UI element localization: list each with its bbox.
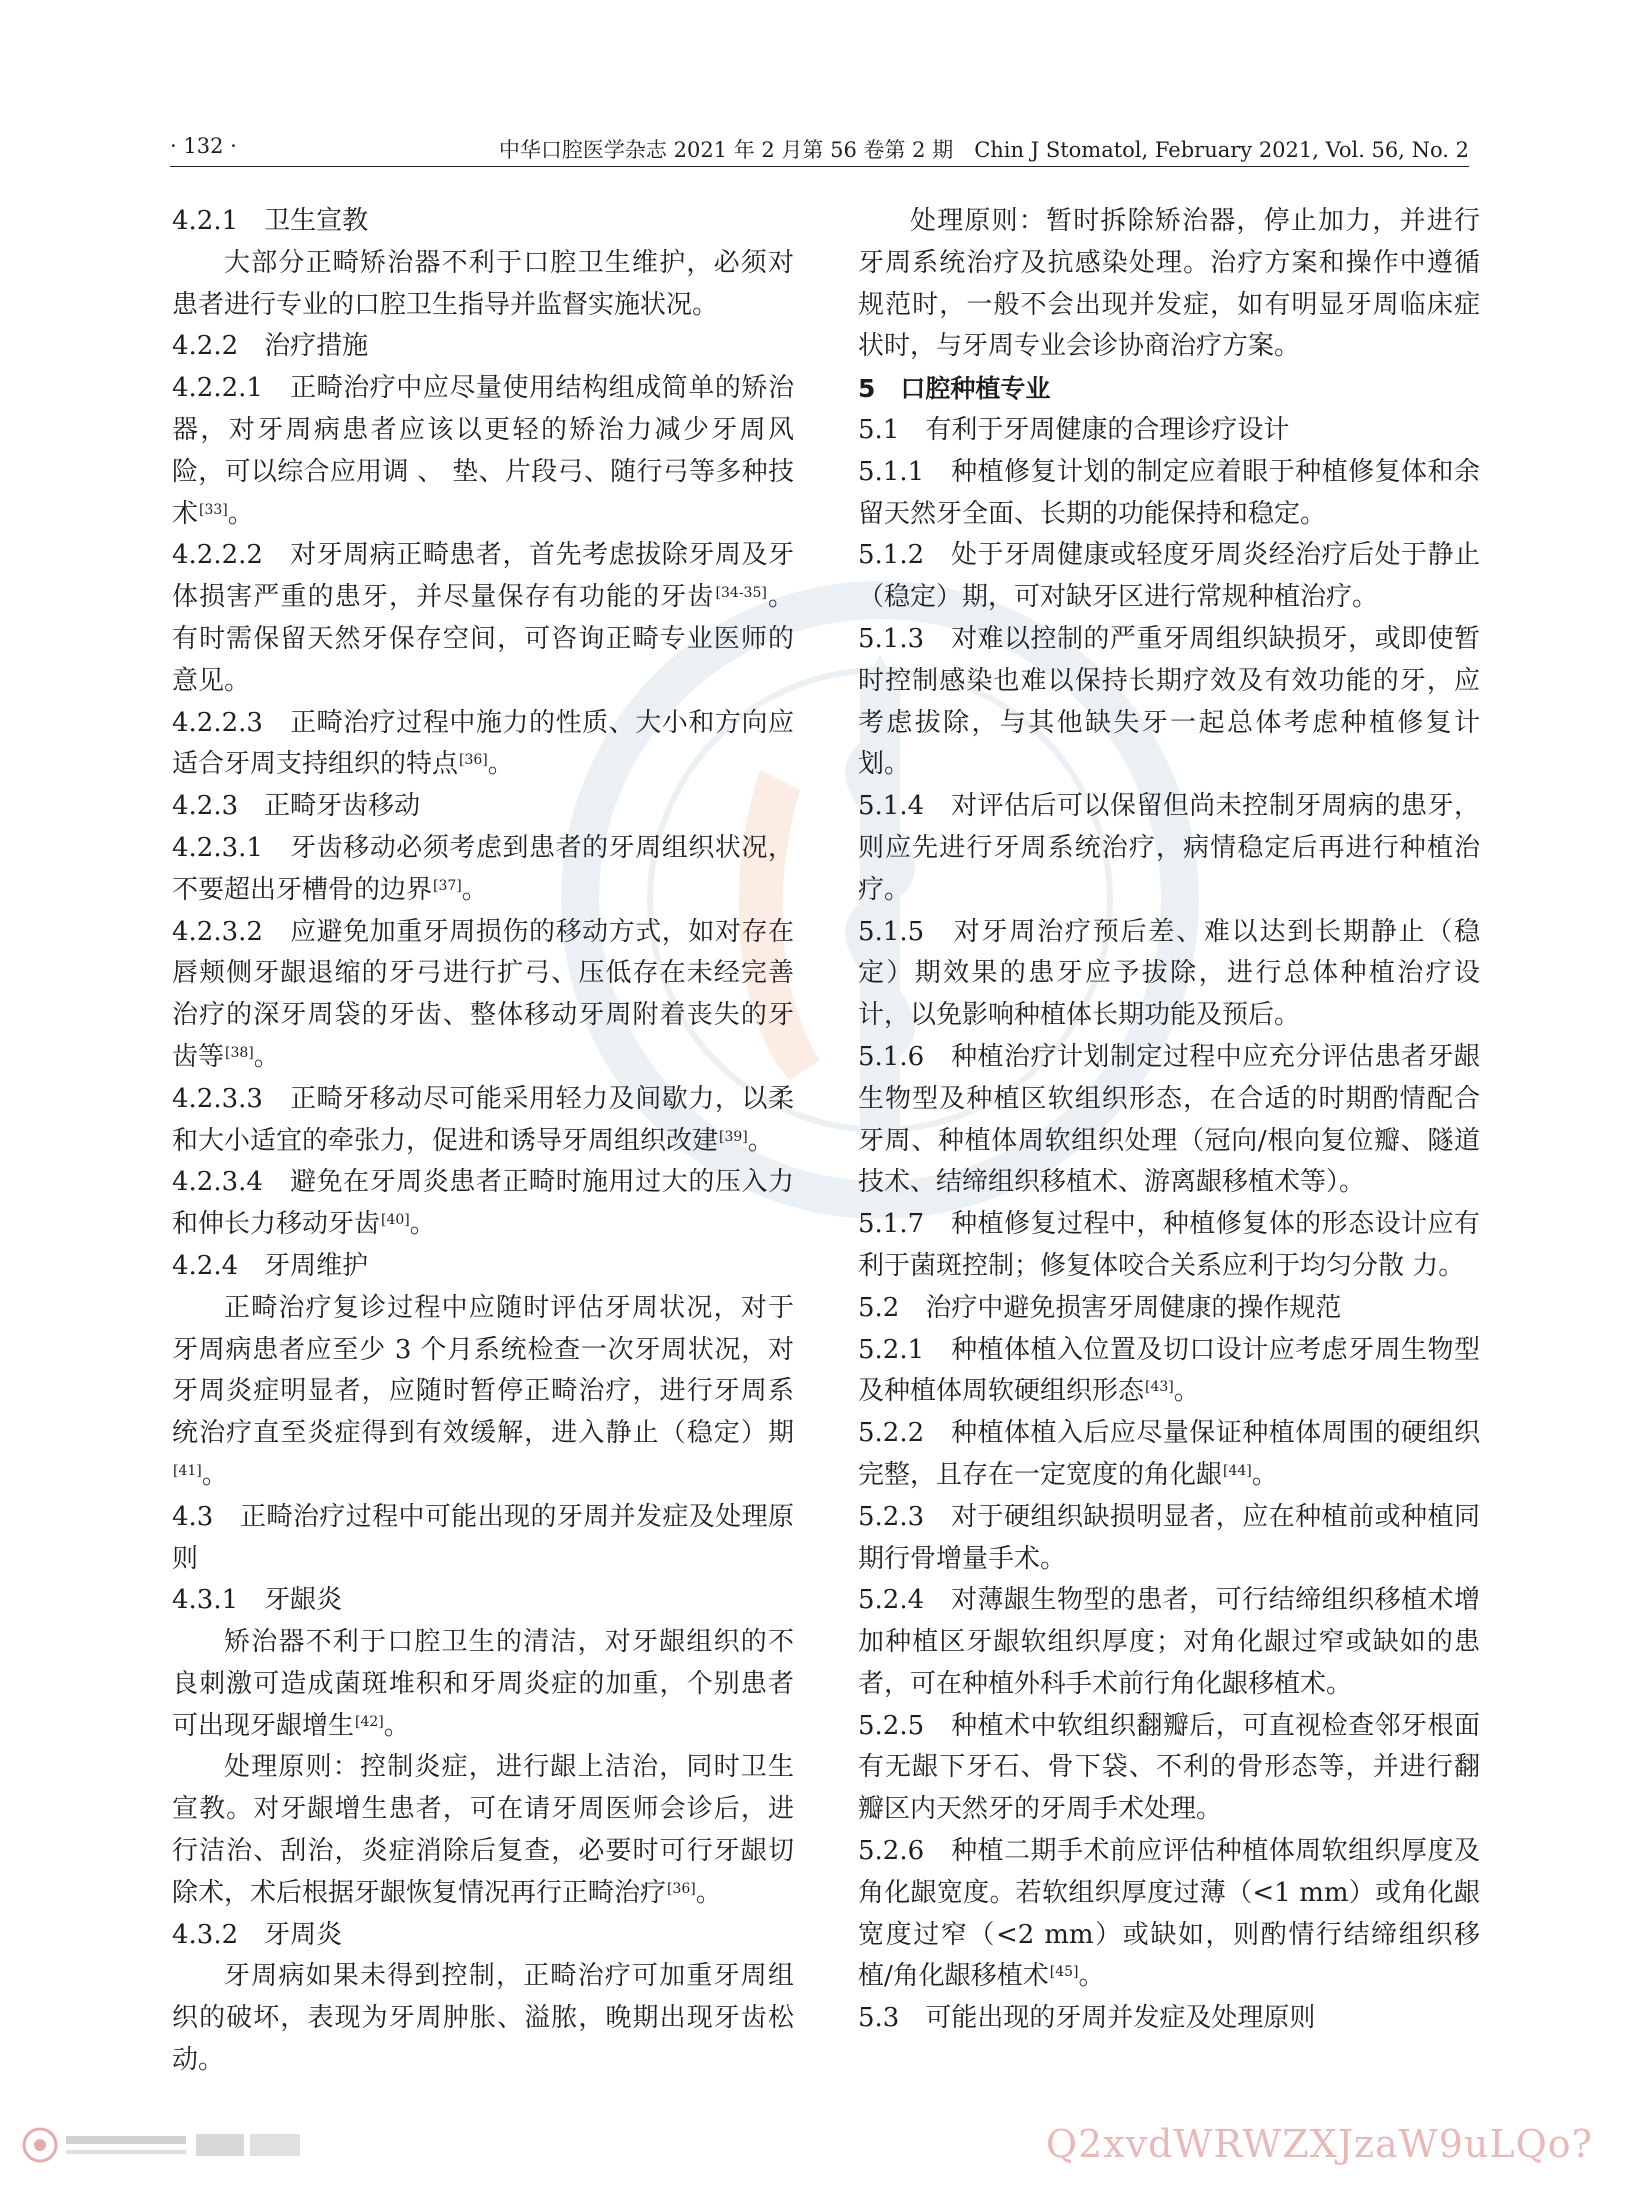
paragraph-text: 4.2.4 牙周维护	[172, 1250, 369, 1281]
paragraph-text: 5.2.5 种植术中软组织翻瓣后，可直视检查邻牙根面有无龈下牙石、骨下袋、不利的骨形态等，并进行翻瓣区内天然牙的牙周手术处理。	[858, 1710, 1480, 1825]
paragraph-tail: 。	[695, 1877, 722, 1908]
left_column-paragraph-13	[172, 1288, 794, 1497]
citation-ref: [44]	[1223, 1462, 1252, 1479]
paragraph-text: 处理原则：控制炎症，进行龈上洁治，同时卫生宣教。对牙龈增生患者，可在请牙周医师会诊后，进行洁治、刮治，炎症消除后复查，必要时可行牙龈切除术，术后根据牙龈恢复情况再行正畸治疗	[172, 1752, 794, 1908]
left_column-paragraph-5	[172, 535, 794, 702]
paragraph-text: 4.2.1 卫生宣教	[172, 206, 369, 236]
paragraph-text: 5.1.7 种植修复过程中，种植修复体的形态设计应有利于菌斑控制；修复体咬合关系应利于均匀分散 力。	[858, 1209, 1480, 1281]
citation-ref: [43]	[1145, 1379, 1174, 1396]
watermark-code: Q2xvdWRWZXJzaW9uLQo?	[1045, 2122, 1593, 2166]
paragraph-tail: 。	[201, 1459, 228, 1490]
right_column-paragraph-17	[858, 1831, 1480, 1998]
right_column-paragraph-6	[858, 619, 1480, 786]
right_column-paragraph-7	[858, 786, 1480, 911]
paragraph-tail: 。	[487, 749, 514, 780]
left_column-paragraph-8	[172, 828, 794, 912]
paragraph-text: 4.2.3 正畸牙齿移动	[172, 791, 421, 822]
page-number: · 132 ·	[170, 134, 237, 158]
paragraph-text: 5.1.1 种植修复计划的制定应着眼于种植修复体和余留天然牙全面、长期的功能保持和稳定。	[858, 456, 1480, 529]
left_column-paragraph-6	[172, 703, 794, 787]
left_column-paragraph-18	[172, 1915, 794, 1957]
paragraph-text: 4.2.2 治疗措施	[172, 331, 369, 362]
paragraph-text: 4.2.3.3 正畸牙移动尽可能采用轻力及间歇力，以柔和大小适宜的牵张力，促进和诱导牙周组织改建	[172, 1083, 794, 1156]
left_column-paragraph-12	[172, 1246, 794, 1288]
left_column-paragraph-15	[172, 1580, 794, 1622]
paragraph-text: 5.2.6 种植二期手术前应评估种植体周软组织厚度及角化龈宽度。若软组织厚度过薄（<1 mm）或角化龈宽度过窄（<2 mm）或缺如，则酌情行结缔组织移植/角化龈移植术	[858, 1836, 1480, 1992]
left_column-paragraph-7	[172, 786, 794, 828]
right_column-paragraph-13	[858, 1413, 1480, 1497]
paragraph-tail: 。	[253, 1041, 280, 1072]
right-column	[858, 201, 1480, 2040]
paragraph-text: 5 口腔种植专业	[858, 374, 1051, 404]
right_column-paragraph-12	[858, 1330, 1480, 1414]
paragraph-text: 4.2.3.2 应避免加重牙周损伤的移动方式，如对存在唇颊侧牙龈退缩的牙弓进行扩弓、压低存在未经完善治疗的深牙周袋的牙齿、整体移动牙周附着丧失的牙齿等	[172, 916, 794, 1072]
right_column-paragraph-2	[858, 368, 1480, 410]
paragraph-text: 5.1.3 对难以控制的严重牙周组织缺损牙，或即使暂时控制感染也难以保持长期疗效及有效功能的牙，应考虑拔除，与其他缺失牙一起总体考虑种植修复计划。	[858, 623, 1480, 780]
paragraph-text: 4.3 正畸治疗过程中可能出现的牙周并发症及处理原则	[172, 1501, 794, 1574]
paragraph-text: 5.2.1 种植体植入位置及切口设计应考虑牙周生物型及种植体周软硬组织形态	[858, 1334, 1480, 1407]
paragraph-tail: 。	[1078, 1961, 1105, 1992]
citation-ref: [36]	[459, 752, 488, 769]
right_column-paragraph-9	[858, 1037, 1480, 1204]
paragraph-text: 4.3.1 牙龈炎	[172, 1585, 343, 1616]
paragraph-text: 正畸治疗复诊过程中应随时评估牙周状况，对于牙周病患者应至少 3 个月系统检查一次牙周状况，对牙周炎症明显者，应随时暂停正畸治疗，进行牙周系统治疗直至炎症得到有效缓解，进入静止（稳定）期	[172, 1292, 794, 1449]
publisher-logo	[14, 2120, 314, 2170]
left_column-paragraph-4	[172, 368, 794, 535]
paragraph-text: 牙周病如果未得到控制，正畸治疗可加重牙周组织的破坏，表现为牙周肿胀、溢脓，晚期出现牙齿松动。	[172, 1961, 794, 2076]
paragraph-tail: 。	[227, 498, 254, 529]
paragraph-text: 4.3.2 牙周炎	[172, 1919, 343, 1950]
citation-ref: [37]	[433, 877, 462, 894]
right_column-paragraph-18	[858, 1998, 1480, 2040]
paragraph-tail: 。	[1251, 1459, 1278, 1490]
right_column-paragraph-16	[858, 1706, 1480, 1831]
right_column-paragraph-14	[858, 1497, 1480, 1581]
citation-ref: [42]	[355, 1713, 384, 1730]
right_column-paragraph-3	[858, 410, 1480, 452]
left_column-paragraph-14	[172, 1497, 794, 1581]
paragraph-text: 4.2.3.4 避免在牙周炎患者正畸时施用过大的压入力和伸长力移动牙齿	[172, 1167, 794, 1240]
paragraph-text: 4.2.2.1 正畸治疗中应尽量使用结构组成简单的矫治器，对牙周病患者应该以更轻的矫治力减少牙周风险，可以综合应用调 、 垫、片段弓、随行弓等多种技术	[172, 373, 794, 529]
right_column-paragraph-10	[858, 1204, 1480, 1288]
right_column-paragraph-1	[858, 201, 1480, 368]
left_column-paragraph-19	[172, 1956, 794, 2081]
right_column-paragraph-8	[858, 912, 1480, 1037]
right_column-paragraph-15	[858, 1580, 1480, 1705]
paragraph-text: 大部分正畸矫治器不利于口腔卫生维护，必须对患者进行专业的口腔卫生指导并监督实施状况。	[172, 247, 794, 320]
left_column-paragraph-16	[172, 1622, 794, 1747]
paragraph-text: 4.2.2.2 对牙周病正畸患者，首先考虑拔除牙周及牙体损害严重的患牙，并尽量保存有功能的牙齿	[172, 540, 794, 613]
left_column-paragraph-11	[172, 1162, 794, 1246]
left_column-paragraph-3	[172, 326, 794, 368]
paragraph-text: 5.1.5 对牙周治疗预后差、难以达到长期静止（稳定）期效果的患牙应予拔除，进行总体种植治疗设计，以免影响种植体长期功能及预后。	[858, 916, 1480, 1031]
paragraph-text: 5.1.4 对评估后可以保留但尚未控制牙周病的患牙，则应先进行牙周系统治疗，病情稳定后再进行种植治疗。	[858, 791, 1480, 905]
citation-ref: [45]	[1049, 1964, 1079, 1981]
citation-ref: [39]	[719, 1128, 748, 1145]
paragraph-text: 5.2.4 对薄龈生物型的患者，可行结缔组织移植术增加种植区牙龈软组织厚度；对角化龈过窄或缺如的患者，可在种植外科手术前行角化龈移植术。	[858, 1585, 1480, 1699]
left_column-paragraph-9	[172, 912, 794, 1079]
paragraph-text: 4.2.2.3 正畸治疗过程中施力的性质、大小和方向应适合牙周支持组织的特点	[172, 707, 794, 780]
paragraph-text: 5.1.2 处于牙周健康或轻度牙周炎经治疗后处于静止（稳定）期，可对缺牙区进行常规种植治疗。	[858, 540, 1480, 613]
paragraph-text: 5.3 可能出现的牙周并发症及处理原则	[858, 2003, 1316, 2034]
citation-ref: [36]	[667, 1880, 696, 1897]
paragraph-text: 5.2 治疗中避免损害牙周健康的操作规范	[858, 1292, 1342, 1323]
left_column-paragraph-10	[172, 1079, 794, 1163]
citation-ref: [38]	[225, 1044, 254, 1061]
citation-ref: [34-35]	[715, 585, 767, 602]
paragraph-text: 5.2.3 对于硬组织缺损明显者，应在种植前或种植同期行骨增量手术。	[858, 1501, 1480, 1574]
paragraph-tail: 。	[461, 874, 488, 905]
journal-citation: 中华口腔医学杂志 2021 年 2 月第 56 卷第 2 期 Chin J Stomatol, February 2021, Vol. 56, No. 2	[498, 138, 1469, 162]
page-header	[170, 130, 1469, 167]
citation-ref: [41]	[173, 1462, 202, 1479]
paragraph-tail: 。	[747, 1125, 774, 1156]
right_column-paragraph-11	[858, 1288, 1480, 1330]
paragraph-tail: 。有时需保留天然牙保存空间，可咨询正畸专业医师的意见。	[172, 582, 794, 696]
paragraph-text: 5.1 有利于牙周健康的合理诊疗设计	[858, 414, 1290, 445]
left_column-paragraph-17	[172, 1747, 794, 1914]
left_column-paragraph-2	[172, 243, 794, 327]
left_column-paragraph-1	[172, 201, 794, 243]
citation-ref: [40]	[381, 1212, 410, 1229]
paragraph-text: 4.2.3.1 牙齿移动必须考虑到患者的牙周组织状况，不要超出牙槽骨的边界	[172, 832, 794, 905]
right_column-paragraph-5	[858, 535, 1480, 619]
right_column-paragraph-4	[858, 452, 1480, 536]
paragraph-tail: 。	[383, 1710, 410, 1741]
paragraph-text: 处理原则：暂时拆除矫治器，停止加力，并进行牙周系统治疗及抗感染处理。治疗方案和操作中遵循规范时，一般不会出现并发症，如有明显牙周临床症状时，与牙周专业会诊协商治疗方案。	[858, 206, 1480, 362]
paragraph-text: 矫治器不利于口腔卫生的清洁，对牙龈组织的不良刺激可造成菌斑堆积和牙周炎症的加重，个别患者可出现牙龈增生	[172, 1627, 794, 1741]
left-column	[172, 201, 794, 2082]
paragraph-text: 5.1.6 种植治疗计划制定过程中应充分评估患者牙龈生物型及种植区软组织形态，在合适的时期酌情配合牙周、种植体周软组织处理（冠向/根向复位瓣、隧道技术、结缔组织移植术、游离龈移植术等）。	[858, 1041, 1480, 1198]
paragraph-text: 5.2.2 种植体植入后应尽量保证种植体周围的硬组织完整，且存在一定宽度的角化龈	[858, 1418, 1480, 1490]
citation-ref: [33]	[199, 501, 228, 518]
paragraph-tail: 。	[409, 1209, 436, 1240]
paragraph-tail: 。	[1173, 1376, 1200, 1407]
